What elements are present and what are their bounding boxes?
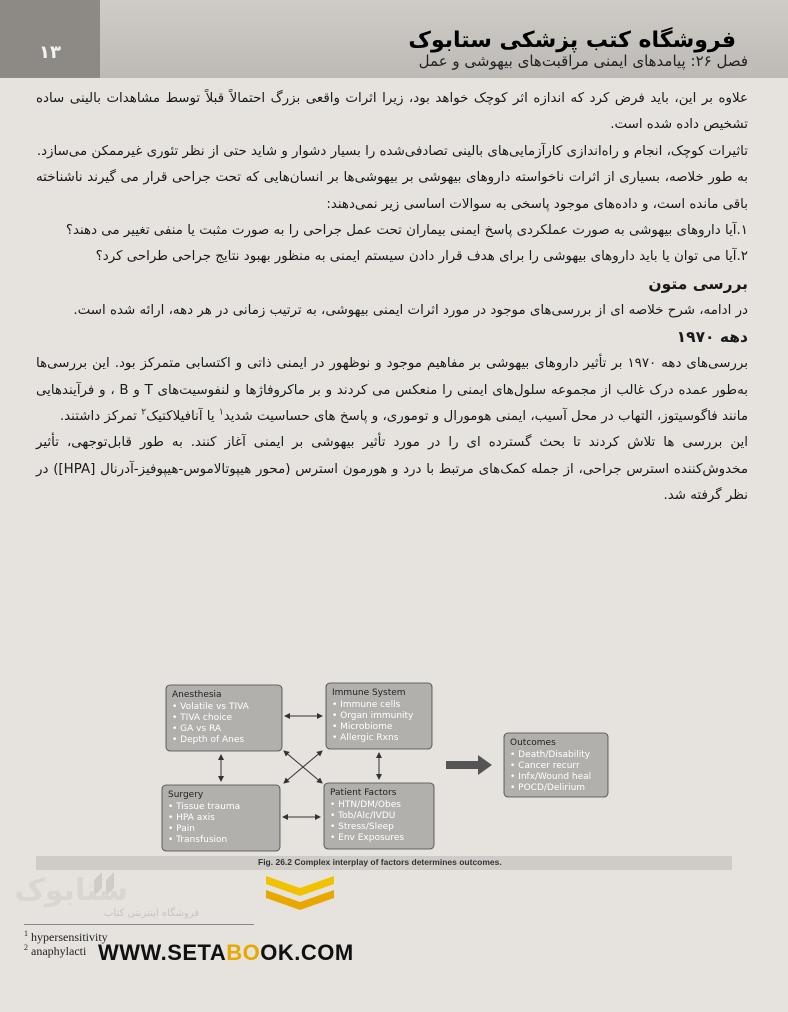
outcomes-title: Outcomes — [510, 738, 556, 748]
outcomes-item-2: • Cancer recurr — [510, 761, 580, 771]
paragraph-7-part-a: بررسی‌های دهه ۱۹۷۰ بر تأثیر داروهای بیهوشی بر مفاهیم موجود و نوظهور در ایمنی ذاتی و اکتسابی متمرکز بود. این بررسی‌ها به‌طور عمده درک غالب از مجموعه سلول‌های ایمنی را منعکس می کردند و بر ماکروفاژها و لنفوسیت‌های T و B ، و فرآیندهایی مانند فاگوسیتوز، التهاب در محل آسیب، ایمنی هومورال و توموری، و پاسخ های حساسیت شدید — [36, 356, 748, 425]
outcomes-item-3: • Infx/Wound heal — [510, 772, 592, 782]
body-text — [36, 86, 748, 510]
immune-system-title: Immune System — [332, 688, 406, 698]
footnote-1: $^1$ hypersensitivity — [24, 929, 108, 944]
anesthesia-item-2: • TIVA choice — [172, 713, 233, 723]
setabook-logo — [14, 866, 348, 910]
section-heading-1970s: دهه ۱۹۷۰ — [676, 328, 748, 347]
footnote-mark-1: ۱ — [218, 407, 224, 418]
outcomes-box — [504, 733, 608, 797]
paragraph-7-part-c: تمرکز داشتند. — [59, 409, 142, 425]
patient-factors-item-1: • HTN/DM/Obes — [330, 800, 401, 810]
page-number: ۱۳ — [39, 42, 61, 63]
factors-diagram — [158, 675, 608, 855]
surgery-item-1: • Tissue trauma — [168, 802, 241, 812]
patient-factors-box — [324, 783, 434, 849]
paragraph-7 — [36, 351, 748, 430]
patient-factors-title: Patient Factors — [330, 788, 397, 798]
footnotes — [24, 930, 108, 958]
paragraph-6: در ادامه، شرح خلاصه ای از بررسی‌های موجود در مورد اثرات ایمنی بیهوشی، به ترتیب زمانی در هر دهه، ارائه شده است. — [73, 302, 748, 318]
surgery-box — [162, 785, 280, 851]
store-title: فروشگاه کتب پزشکی ستابوک — [408, 28, 736, 53]
patient-factors-item-4: • Env Exposures — [330, 833, 405, 843]
page-header — [0, 0, 788, 78]
outcomes-item-1: • Death/Disability — [510, 750, 591, 760]
immune-system-item-3: • Microbiome — [332, 722, 393, 732]
arrow-to-outcomes — [446, 755, 492, 775]
immune-system-item-2: • Organ immunity — [332, 711, 414, 721]
immune-system-item-4: • Allergic Rxns — [332, 733, 399, 743]
question-1: ۱.آیا داروهای بیهوشی به صورت عملکردی پاسخ ایمنی بیماران تحت عمل جراحی را به صورت مثبت یا منفی تغییر می دهند؟ — [65, 223, 748, 239]
footnote-mark-2: ۲ — [141, 407, 147, 418]
question-2: ۲.آیا می توان یا باید داروهای بیهوشی را برای هدف قرار دادن سیستم ایمنی به منظور بهبود نتایج جراحی طراحی کرد؟ — [95, 249, 748, 265]
chapter-title: فصل ۲۶: پیامدهای ایمنی مراقبت‌های بیهوشی و عمل — [418, 52, 748, 70]
figure-caption: Fig. 26.2 Complex interplay of factors determines outcomes. — [258, 857, 502, 867]
anesthesia-box — [166, 685, 282, 751]
paragraph-3: به طور خلاصه، بسیاری از اثرات ناخواسته داروهای بیهوشی بر بیهوشی‌ها بر انسان‌هایی که تحت جراحی قرار می گیرند ناشناخته باقی مانده است، و داده‌های موجود پاسخی به سوالات اساسی زیر نمی‌دهند: — [36, 170, 748, 212]
surgery-item-3: • Pain — [168, 824, 195, 834]
page-number-tab — [0, 0, 100, 78]
section-heading-literature: بررسی متون — [648, 274, 748, 293]
outcomes-item-4: • POCD/Delirium — [510, 783, 586, 793]
immune-system-box — [326, 683, 432, 749]
paragraph-2: تاثیرات کوچک، انجام و راه‌اندازی کارآزمایی‌های بالینی تصادفی‌شده را بسیار دشوار و شاید حتی از نظر تئوری غیرممکن می‌سازد. — [36, 143, 748, 159]
paragraph-7-part-b: یا آنافیلاکتیک — [146, 409, 219, 425]
anesthesia-item-1: • Volatile vs TIVA — [172, 702, 249, 712]
anesthesia-title: Anesthesia — [172, 690, 222, 700]
footnote-2: $^2$ anaphylacti — [24, 943, 87, 958]
surgery-title: Surgery — [168, 790, 204, 800]
footnote-divider — [24, 924, 254, 925]
paragraph-1: علاوه بر این، باید فرض کرد که اندازه اثر کوچک خواهد بود، زیرا اثرات واقعی بزرگ احتمالاً قبلاً توسط مشاهدات بالینی ساده تشخیص داده شده است. — [36, 91, 748, 133]
patient-factors-item-2: • Tob/Alc/IVDU — [330, 811, 396, 821]
immune-system-item-1: • Immune cells — [332, 700, 401, 710]
logo-text: ستابوک — [14, 873, 128, 908]
anesthesia-item-4: • Depth of Anes — [172, 735, 245, 745]
surgery-item-2: • HPA axis — [168, 813, 215, 823]
surgery-item-4: • Transfusion — [168, 835, 228, 845]
anesthesia-item-3: • GA vs RA — [172, 724, 222, 734]
watermark-url[interactable]: WWW.SETABOOK.COM — [98, 940, 354, 965]
patient-factors-item-3: • Stress/Sleep — [330, 822, 394, 832]
paragraph-8: این بررسی ها تلاش کردند تا بحث گسترده ای را در مورد تأثیر بیهوشی بر ایمنی آغاز کنند. به طور قابل‌توجهی، تأثیر مخدوش‌کننده استرس جراحی، از جمله کمک‌های مرتبط با درد و هورمون استرس (محور هیپوتالاموس-هیپوفیز-آدرنال [HPA]) در نظر گرفته شد. — [36, 435, 748, 504]
logo-subtitle: فروشگاه اینترنتی کتاب — [104, 908, 200, 919]
